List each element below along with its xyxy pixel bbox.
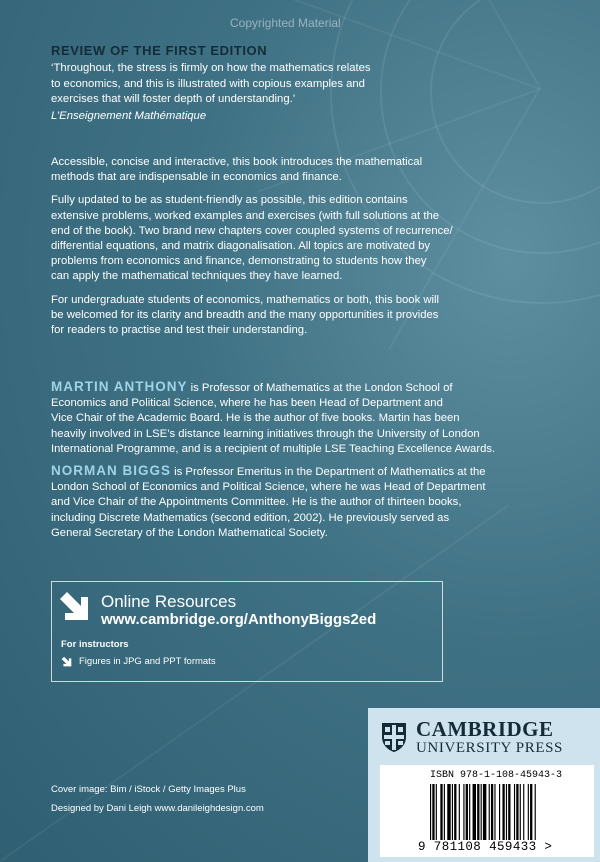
book-description — [51, 155, 551, 346]
barcode-bar — [483, 784, 486, 840]
barcode-bar — [454, 784, 456, 840]
text-line: General Secretary of the London Mathematical Society. — [51, 526, 328, 539]
review-heading: REVIEW OF THE FIRST EDITION — [51, 43, 268, 58]
barcode-digits: 9 781108 459433 > — [418, 840, 553, 854]
quote-line: ‘Throughout, the stress is firmly on how the mathematics relates — [51, 62, 371, 74]
text-line: Accessible, concise and interactive, this book introduces the mathematical — [51, 156, 423, 168]
author-bio-biggs — [51, 463, 551, 541]
barcode-bar — [432, 784, 434, 840]
barcode-bar — [477, 784, 479, 840]
barcode-bar — [508, 784, 510, 840]
barcode-bar — [463, 784, 464, 840]
text-line: Economics and Political Science, where he has been Head of Department and — [51, 397, 443, 410]
text-line: can apply the mathematical techniques they have learned. — [51, 270, 343, 283]
resource-item: Figures in JPG and PPT formats — [79, 656, 216, 667]
text-line: is Professor Emeritus in the Department of Mathematics at the — [171, 466, 486, 479]
description-paragraph — [51, 293, 551, 339]
online-resources-box — [51, 581, 443, 682]
barcode-bar — [499, 784, 500, 840]
barcode-bar — [530, 784, 532, 840]
small-arrow-icon — [61, 656, 72, 667]
barcode-bar — [520, 784, 521, 840]
description-paragraph — [51, 193, 551, 284]
isbn-label: ISBN 978-1-108-45943-3 — [430, 770, 563, 781]
text-line: including Discrete Mathematics (second edition, 2002). He previously served as — [51, 511, 450, 524]
barcode-bar — [447, 784, 450, 840]
barcode-bar — [494, 784, 495, 840]
text-line: heavily involved in LSE’s distance learning initiatives through the University of London — [51, 427, 480, 440]
barcode-bar — [444, 784, 445, 840]
barcode-box — [380, 765, 594, 857]
diagonal-arrow-icon — [58, 590, 90, 622]
barcode-bar — [452, 784, 453, 840]
review-section — [51, 43, 471, 124]
text-line: Vice Chair of the Academic Board. He is the author of five books. Martin has been — [51, 412, 460, 425]
text-line: extensive problems, worked examples and exercises (with full solutions at the — [51, 209, 440, 222]
barcode-bar — [489, 784, 490, 840]
barcode-bar — [430, 784, 431, 840]
publisher-panel — [368, 708, 600, 862]
text-line: for readers to practise and test their understanding. — [51, 324, 308, 337]
resources-title: Online Resources — [101, 592, 237, 611]
text-line: Fully updated to be as student-friendly as possible, this edition contains — [51, 194, 408, 207]
barcode-bar — [491, 784, 493, 840]
text-line: differential equations, and matrix diagonalisation. All topics are motivated by — [51, 240, 431, 253]
barcode-bar — [436, 784, 437, 840]
barcode-bar — [502, 784, 504, 840]
barcode — [430, 784, 584, 842]
university-crest-icon — [380, 721, 408, 753]
barcode-bar — [528, 784, 529, 840]
author-bio-anthony — [51, 379, 551, 457]
text-line: and Vice Chair of the Appointments Committee. He is the author of thirteen books, — [51, 496, 462, 509]
barcode-bar — [440, 784, 442, 840]
designer-credit: Designed by Dani Leigh www.danileighdesign.com — [51, 803, 264, 814]
review-quote — [51, 61, 471, 108]
cover-image-credit: Cover image: Bim / iStock / Getty Images Plus — [51, 784, 246, 795]
quote-line: exercises that will foster depth of understanding.’ — [51, 93, 296, 105]
publisher-name: CAMBRIDGE — [416, 717, 554, 741]
barcode-bar — [466, 784, 468, 840]
text-line: For undergraduate students of economics, mathematics or both, this book will — [51, 293, 440, 306]
barcode-bar — [473, 784, 476, 840]
quote-line: to economics, and this is illustrated with copious examples and — [51, 77, 365, 90]
publisher-subname: UNIVERSITY PRESS — [416, 740, 563, 756]
barcode-bar — [514, 784, 515, 840]
text-line: be welcomed for its clarity and breadth and the many opportunities it provides — [51, 308, 439, 321]
barcode-bar — [459, 784, 460, 840]
barcode-bar — [481, 784, 482, 840]
barcode-bar — [516, 784, 518, 840]
barcode-bar — [506, 784, 507, 840]
copyright-watermark: Copyrighted Material — [230, 16, 341, 30]
barcode-bar — [469, 784, 470, 840]
author-bios — [51, 379, 551, 547]
text-line: end of the book). Two brand new chapters cover coupled systems of recurrence/ — [51, 224, 453, 237]
text-line: International Programme, and is a recipient of multiple LSE Teaching Excellence Awards. — [51, 442, 496, 455]
text-line: problems from economics and finance, demonstrating to students how they — [51, 255, 427, 268]
barcode-bar — [523, 784, 524, 840]
instructors-label: For instructors — [61, 639, 129, 650]
resources-url-link[interactable]: www.cambridge.org/AnthonyBiggs2ed — [101, 611, 377, 628]
text-line: London School of Economics and Political Science, where he was Head of Department — [51, 481, 486, 494]
description-paragraph — [51, 155, 551, 185]
review-source: L’Enseignement Mathématique — [51, 109, 207, 122]
text-line: methods that are indispensable in economics and finance. — [51, 171, 342, 184]
text-line: is Professor of Mathematics at the London School of — [187, 382, 453, 394]
author-name: MARTIN ANTHONY — [51, 379, 188, 394]
author-name: NORMAN BIGGS — [51, 463, 171, 479]
barcode-bar — [535, 784, 536, 840]
